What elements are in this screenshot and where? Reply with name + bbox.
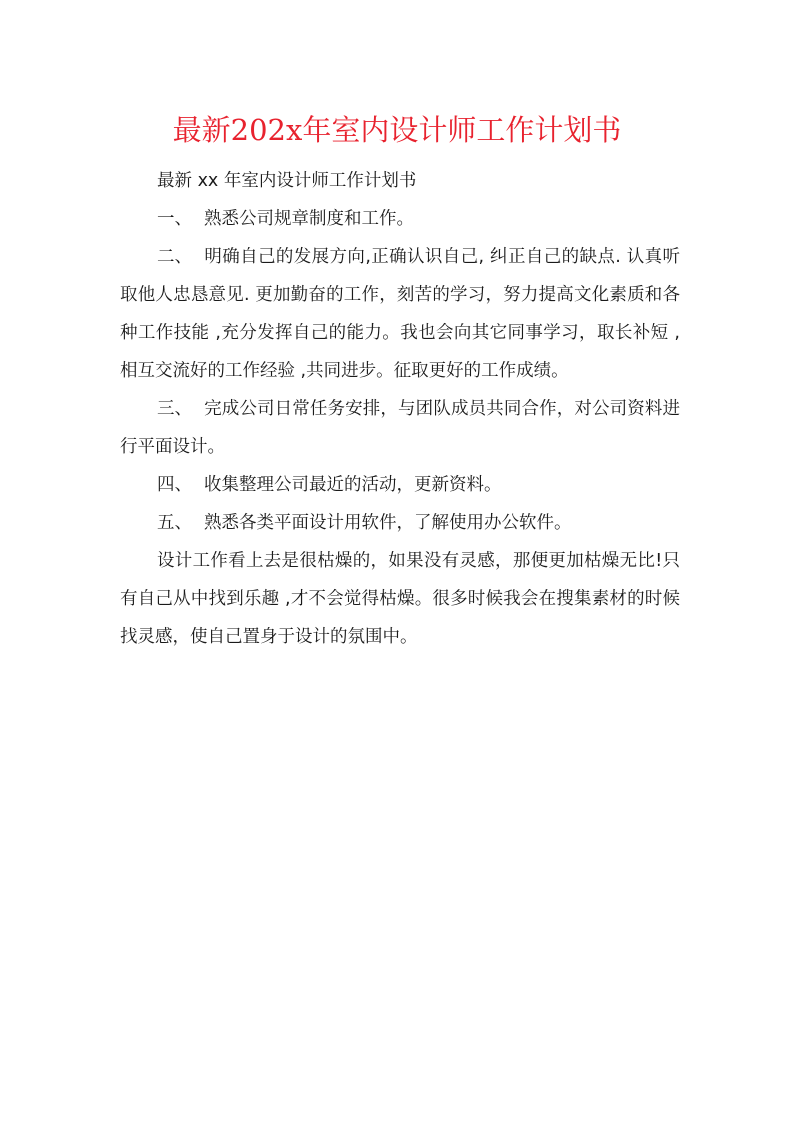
plan-item-5	[120, 504, 680, 542]
plan-item-text: 熟悉公司规章制度和工作。	[204, 209, 414, 229]
plan-item-text: 熟悉各类平面设计用软件，了解使用办公软件。	[204, 513, 572, 533]
plan-item-1	[120, 200, 680, 238]
closing-paragraph: 设计工作看上去是很枯燥的，如果没有灵感，那便更加枯燥无比!只有自己从中找到乐趣 ,才不会觉得枯燥。很多时候我会在搜集素材的时候找灵感，使自己置身于设计的氛围中。	[120, 551, 680, 647]
plan-item-number: 二、	[157, 247, 192, 267]
plan-item-text: 完成公司日常任务安排，与团队成员共同合作，对公司资料进行平面设计。	[120, 399, 680, 457]
document-subtitle: 最新 xx 年室内设计师工作计划书	[157, 171, 417, 191]
plan-item-4	[120, 466, 680, 504]
plan-item-text: 收集整理公司最近的活动，更新资料。	[204, 475, 502, 495]
plan-item-number: 五、	[157, 513, 192, 533]
plan-item-number: 三、	[157, 399, 192, 419]
plan-item-number: 一、	[157, 209, 192, 229]
plan-item-2	[120, 238, 680, 390]
plan-item-text: 明确自己的发展方向,正确认识自己, 纠正自己的缺点. 认真听取他人忠恳意见. 更加勤奋的工作，刻苦的学习，努力提高文化素质和各种工作技能 ,充分发挥自己的能力。我也会向其它同事学习，取长补短 ,相互交流好的工作经验 ,共同进步。征取更好的工作成绩。	[120, 247, 680, 381]
document-body	[120, 162, 680, 656]
plan-item-number: 四、	[157, 475, 192, 495]
plan-item-3	[120, 390, 680, 466]
document-title: 最新202x年室内设计师工作计划书	[172, 113, 622, 147]
